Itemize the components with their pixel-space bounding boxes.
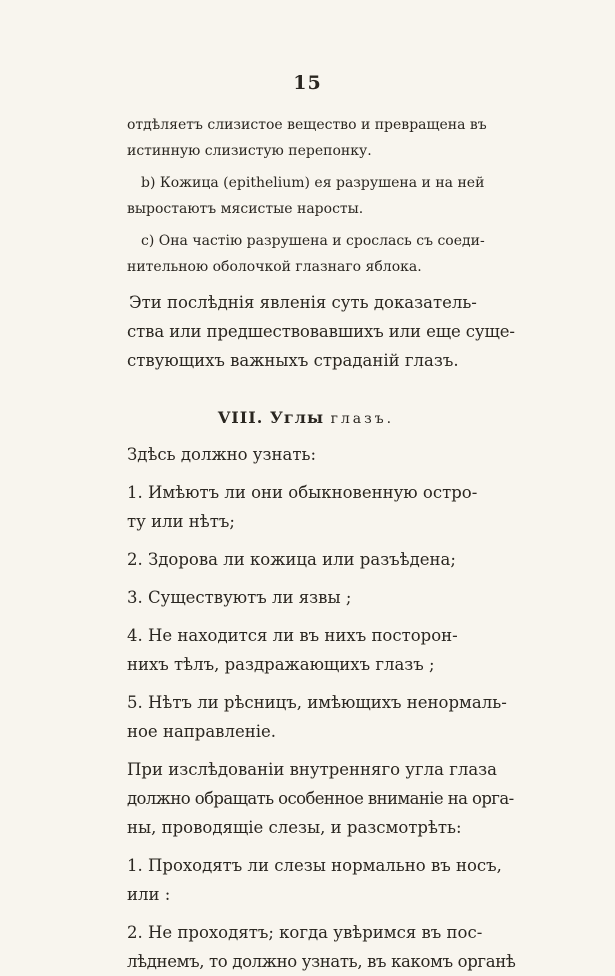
text-line: истинную слизистую перепонку. [127,143,372,159]
paragraph-inner-angle [127,755,515,842]
paragraph-item-c [127,228,515,280]
text-line: 5. Нѣтъ ли рѣсницъ, имѣющихъ ненормаль- [127,693,507,712]
paragraph-mucous-membrane [127,112,515,164]
section-number: VIII. [217,408,264,427]
section-title-word: глазъ. [330,411,395,427]
intro-line [127,440,515,469]
text-line: нихъ тѣлъ, раздражающихъ глазъ ; [127,655,435,674]
page-body [127,112,515,976]
list-item-tears-1 [127,851,515,909]
text-line: 1. Имѣютъ ли они обыкновенную остро- [127,483,478,502]
text-line: Эти послѣднія явленія суть доказатель- [129,293,477,312]
text-line: должно обращать особенное вниманіе на орга- [127,789,514,808]
section-heading [127,405,515,432]
text-line: 1. Проходятъ ли слезы нормально въ носъ, [127,856,502,875]
text-line: 4. Не находится ли въ нихъ посторон- [127,626,458,645]
text-line: или : [127,885,171,904]
text-line: 2. Здорова ли кожица или разъѣдена; [127,550,456,569]
paragraph-conclusion [127,288,515,375]
list-item-2 [127,545,515,574]
text-line: Здѣсь должно узнать: [127,445,317,464]
text-line: При изслѣдованіи внутренняго угла глаза [127,760,497,779]
text-line: ствующихъ важныхъ страданій глазъ. [127,351,459,370]
paragraph-item-b [127,170,515,222]
text-line: 3. Существуютъ ли язвы ; [127,588,352,607]
text-line: ту или нѣтъ; [127,512,235,531]
section-title-word: Углы [269,408,324,427]
text-line: b) Кожица (epithelium) ея разрушена и на ней [141,175,485,191]
text-line: с) Она частію разрушена и срослась съ соеди- [141,233,485,249]
list-item-tears-2 [127,918,515,976]
list-item-4 [127,621,515,679]
text-line: нительною оболочкой глазнаго яблока. [127,259,422,275]
list-item-1 [127,478,515,536]
text-line: ны, проводящіе слезы, и разсмотрѣть: [127,818,462,837]
text-line: отдѣляетъ слизистое вещество и превращена въ [127,117,487,133]
list-item-3 [127,583,515,612]
page-number: 15 [293,72,322,94]
text-line: лѣднемъ, то должно узнать, въ какомъ органѣ [127,952,516,971]
text-line: выростаютъ мясистые наросты. [127,201,364,217]
list-item-5 [127,688,515,746]
text-line: ное направленіе. [127,722,276,741]
text-line: ства или предшествовавшихъ или еще суще- [127,322,515,341]
text-line: 2. Не проходятъ; когда увѣримся въ пос- [127,923,483,942]
